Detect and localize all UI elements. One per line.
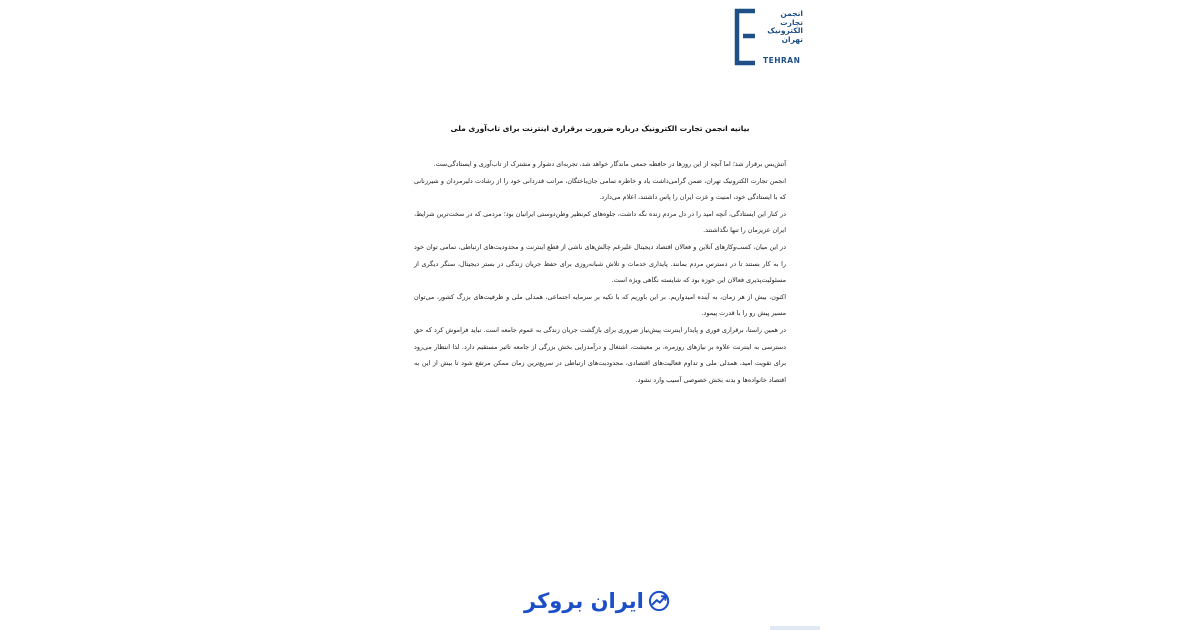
brand-name: ایران بروکر <box>524 589 644 613</box>
document-body <box>414 156 786 388</box>
logo-text <box>757 10 803 44</box>
logo-line: تجارت <box>780 17 803 27</box>
logo-line: تهران <box>781 34 803 44</box>
paragraph: اکنون، بیش از هر زمان، به آینده امیدواریم. بر این باوریم که با تکیه بر سرمایه اجتماعی، همدلی ملی و ظرفیت‌های بزرگ کشور، می‌توان مسیر پیش رو را با قدرت پیمود. <box>414 292 786 318</box>
paragraph: در کنار این ایستادگی، آنچه امید را در دل مردم زنده نگه داشت، جلوه‌های کم‌نظیر وطن‌دوستی ایرانیان بود؛ مردمی که در سخت‌ترین شرایط، ایران عزیزمان را تنها نگذاشتند. <box>414 209 786 235</box>
paragraph: انجمن تجارت الکترونیک تهران، ضمن گرامی‌داشت یاد و خاطره تمامی جان‌باختگان، مراتب قدردانی خود را از رشادت دلیرمردان و شیرزنانی که با ایستادگی خود، امنیت و عزت ایران را پاس داشتند، اعلام می‌دارد. <box>414 176 786 202</box>
paragraph: در همین راستا، برقراری فوری و پایدار اینترنت پیش‌نیاز ضروری برای بازگشت جریان زندگی به عموم جامعه است. نباید فراموش کرد که حق دسترسی به اینترنت علاوه بر نیازهای روزمره، بر معیشت، اشتغال و درآمدزایی بخش بزرگی از جامعه تاثیر مستقیم دارد. لذا انتظار می‌رود برای تقویت امید، همدلی ملی و تداوم فعالیت‌های اقتصادی، محدودیت‌های ارتباطی در سریع‌ترین زمان ممکن مرتفع شود تا بیش از این به اقتصاد خانواده‌ها و بدنه بخش خصوصی آسیب وارد نشود. <box>414 325 786 384</box>
document-title: بیانیه انجمن تجارت الکترونیک درباره ضرورت برقراری اینترنت برای تاب‌آوری ملی <box>450 124 750 133</box>
logo-city: TEHRAN <box>763 56 801 65</box>
paragraph: در این میان، کسب‌وکارهای آنلاین و فعالان اقتصاد دیجیتال علیرغم چالش‌های ناشی از قطع اینترنت و محدودیت‌های ارتباطی، تمامی توان خود را به کار بستند تا در دسترس مردم بمانند. پایداری خدمات و تلاش شبانه‌روزی برای حفظ جریان زندگی در بستر دیجیتال، سنگر دیگری از مسئولیت‌پذیری فعالان این حوزه بود که شایسته نگاهی ویژه است. <box>414 242 786 285</box>
chart-arrow-icon <box>648 587 670 615</box>
iranbroker-brand[interactable] <box>524 584 670 618</box>
logo-line: انجمن <box>780 9 803 18</box>
watermark-mark <box>770 624 820 630</box>
logo-line: الکترونیک <box>767 26 803 35</box>
paragraph: آتش‌بس برقرار شد؛ اما آنچه از این روزها در حافظه جمعی ماندگار خواهد شد، تجربه‌ای دشوار و مشترک از تاب‌آوری و ایستادگی‌ست. <box>433 160 786 168</box>
association-logo <box>733 8 803 70</box>
